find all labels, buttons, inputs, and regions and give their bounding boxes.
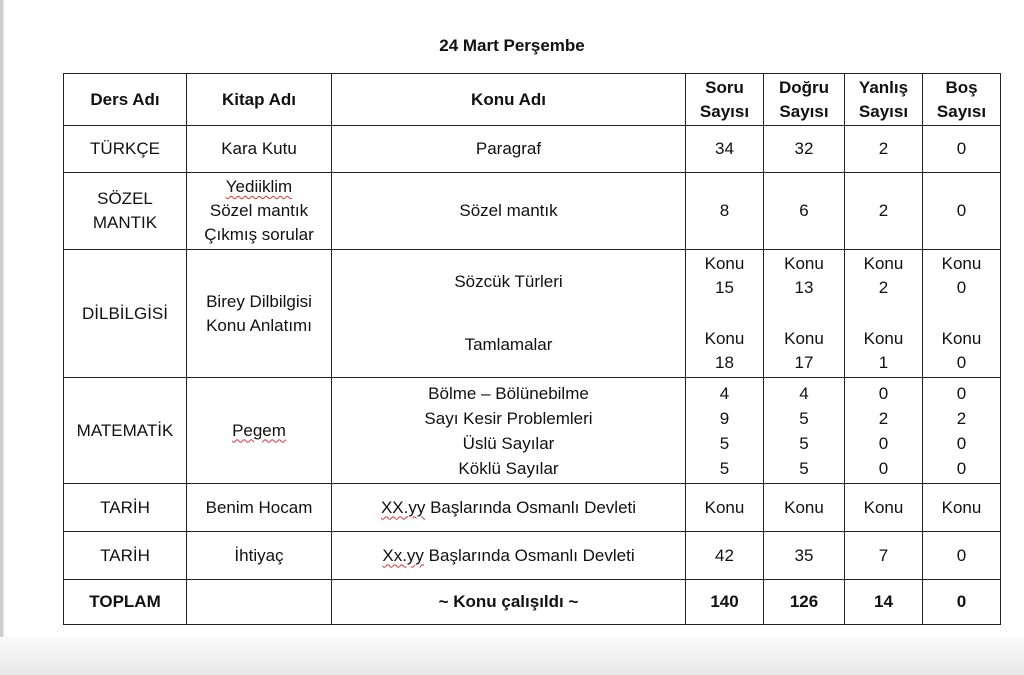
konu-line: Bölme – Bölünebilme — [428, 383, 589, 403]
kitap-text: Pegem — [232, 420, 286, 440]
page-left-margin-line — [3, 0, 4, 675]
num-value: 2 — [878, 278, 889, 297]
cell-bos — [923, 250, 1001, 378]
cell-soru: 34 — [686, 126, 764, 173]
cell-dogru: 126 — [764, 580, 845, 625]
cell-ders: TOPLAM — [64, 580, 187, 625]
cell-konu: Paragraf — [332, 126, 686, 173]
num-value: 0 — [956, 353, 967, 372]
header-soru-l2: Sayısı — [699, 101, 750, 121]
header-soru — [686, 74, 764, 126]
cell-bos: 0 — [923, 126, 1001, 173]
num-group — [923, 252, 1000, 300]
cell-bos: 0 — [923, 173, 1001, 250]
cell-bos — [923, 378, 1001, 484]
cell-kitap — [187, 378, 332, 484]
num-line: 0 — [956, 383, 967, 403]
konu-line: Köklü Sayılar — [458, 458, 559, 478]
cell-kitap — [187, 173, 332, 250]
cell-soru: 8 — [686, 173, 764, 250]
cell-yanlis — [845, 378, 923, 484]
cell-bos: 0 — [923, 580, 1001, 625]
num-group — [845, 327, 922, 375]
num-value: 1 — [878, 353, 889, 372]
cell-kitap: Benim Hocam — [187, 484, 332, 532]
cell-yanlis — [845, 250, 923, 378]
konu-abbr: Xx.yy — [382, 545, 424, 565]
num-label: Konu — [704, 254, 745, 273]
study-table — [63, 73, 1001, 625]
table-row-matematik — [64, 378, 1001, 484]
cell-kitap: Kara Kutu — [187, 126, 332, 173]
header-bos — [923, 74, 1001, 126]
kitap-line-text: Yediiklim — [225, 177, 293, 196]
cell-kitap — [187, 580, 332, 625]
cell-kitap: İhtiyaç — [187, 532, 332, 580]
cell-ders: TARİH — [64, 484, 187, 532]
cell-dogru: 35 — [764, 532, 845, 580]
cell-bos: 0 — [923, 532, 1001, 580]
konu-line: Tamlamalar — [464, 335, 553, 355]
cell-ders — [64, 173, 187, 250]
num-label: Konu — [784, 329, 824, 348]
num-line: 5 — [799, 458, 809, 478]
cell-dogru: 32 — [764, 126, 845, 173]
header-row — [64, 74, 1001, 126]
header-dogru — [764, 74, 845, 126]
cell-dogru: Konu — [764, 484, 845, 532]
cell-ders: DİLBİLGİSİ — [64, 250, 187, 378]
num-line: 2 — [878, 408, 889, 428]
cell-soru — [686, 250, 764, 378]
num-value: 13 — [794, 278, 814, 297]
table-row-dilbilgisi — [64, 250, 1001, 378]
num-line: 9 — [719, 408, 730, 428]
num-value: 0 — [956, 278, 967, 297]
num-stack — [923, 250, 1000, 377]
num-line: 0 — [956, 433, 967, 453]
num-line: 4 — [719, 383, 730, 403]
num-line: 5 — [719, 433, 730, 453]
table-row-sozel — [64, 173, 1001, 250]
header-yanlis-l2: Sayısı — [858, 101, 909, 121]
num-line: 0 — [878, 383, 889, 403]
konu-rest: Başlarında Osmanlı Devleti — [425, 497, 637, 517]
cell-yanlis: Konu — [845, 484, 923, 532]
cell-konu — [332, 250, 686, 378]
num-group — [764, 327, 844, 375]
cell-dogru — [764, 378, 845, 484]
header-yanlis-l1: Yanlış — [858, 77, 909, 97]
cell-yanlis: 7 — [845, 532, 923, 580]
cell-dogru — [764, 250, 845, 378]
cell-yanlis: 2 — [845, 126, 923, 173]
cell-soru: Konu — [686, 484, 764, 532]
header-yanlis — [845, 74, 923, 126]
num-stack — [845, 250, 922, 377]
cell-konu: ~ Konu çalışıldı ~ — [332, 580, 686, 625]
num-line: 4 — [799, 383, 809, 403]
konu-line: Sözcük Türleri — [454, 271, 563, 291]
table-row-tarih-1 — [64, 484, 1001, 532]
kitap-line — [187, 175, 331, 199]
table-row-turkce — [64, 126, 1001, 173]
table-row-toplam — [64, 580, 1001, 625]
num-line: 0 — [878, 458, 889, 478]
konu-stack — [332, 250, 685, 377]
cell-bos: Konu — [923, 484, 1001, 532]
cell-ders: MATEMATİK — [64, 378, 187, 484]
cell-konu: Sözel mantık — [332, 173, 686, 250]
num-group — [764, 252, 844, 300]
num-value: 17 — [794, 353, 814, 372]
num-label: Konu — [863, 254, 904, 273]
num-label: Konu — [941, 329, 982, 348]
cell-konu — [332, 484, 686, 532]
num-label: Konu — [863, 329, 904, 348]
cell-soru: 42 — [686, 532, 764, 580]
num-group — [686, 252, 763, 300]
num-label: Konu — [784, 254, 824, 273]
page-bottom-shadow — [0, 637, 1024, 675]
num-value: 15 — [715, 278, 734, 297]
header-konu: Konu Adı — [332, 74, 686, 126]
konu-rest: Başlarında Osmanlı Devleti — [423, 545, 635, 565]
cell-ders: TARİH — [64, 532, 187, 580]
cell-yanlis: 14 — [845, 580, 923, 625]
num-line: 2 — [956, 408, 967, 428]
num-group — [845, 252, 922, 300]
num-line: 5 — [799, 408, 809, 428]
num-group — [923, 327, 1000, 375]
num-label: Konu — [941, 254, 982, 273]
num-label: Konu — [704, 329, 745, 348]
ders-line: MANTIK — [92, 213, 158, 232]
kitap-line: Konu Anlatımı — [206, 315, 312, 335]
num-stack — [686, 250, 763, 377]
cell-kitap — [187, 250, 332, 378]
num-group — [686, 327, 763, 375]
kitap-line: Birey Dilbilgisi — [206, 291, 312, 311]
header-kitap: Kitap Adı — [187, 74, 332, 126]
num-line: 5 — [719, 458, 730, 478]
header-dogru-l1: Doğru — [778, 77, 830, 97]
konu-line: Üslü Sayılar — [462, 433, 555, 453]
num-line: 0 — [878, 433, 889, 453]
table-row-tarih-2 — [64, 532, 1001, 580]
header-bos-l2: Sayısı — [936, 101, 987, 121]
header-bos-l1: Boş — [945, 77, 978, 97]
cell-dogru: 6 — [764, 173, 845, 250]
konu-line: Sayı Kesir Problemleri — [424, 408, 593, 428]
num-line: 5 — [799, 433, 809, 453]
cell-konu — [332, 378, 686, 484]
header-dogru-l2: Sayısı — [779, 101, 829, 121]
num-line: 0 — [956, 458, 967, 478]
document-title: 24 Mart Perşembe — [439, 36, 585, 55]
header-ders: Ders Adı — [64, 74, 187, 126]
header-soru-l1: Soru — [705, 77, 744, 97]
num-stack — [764, 250, 844, 377]
ders-line: SÖZEL — [97, 189, 153, 208]
cell-soru — [686, 378, 764, 484]
cell-ders: TÜRKÇE — [64, 126, 187, 173]
cell-yanlis: 2 — [845, 173, 923, 250]
kitap-line: Sözel mantık — [209, 201, 309, 220]
cell-konu — [332, 532, 686, 580]
num-value: 18 — [715, 353, 734, 372]
kitap-line: Çıkmış sorular — [204, 225, 314, 244]
cell-soru: 140 — [686, 580, 764, 625]
konu-abbr: XX.yy — [380, 497, 426, 517]
